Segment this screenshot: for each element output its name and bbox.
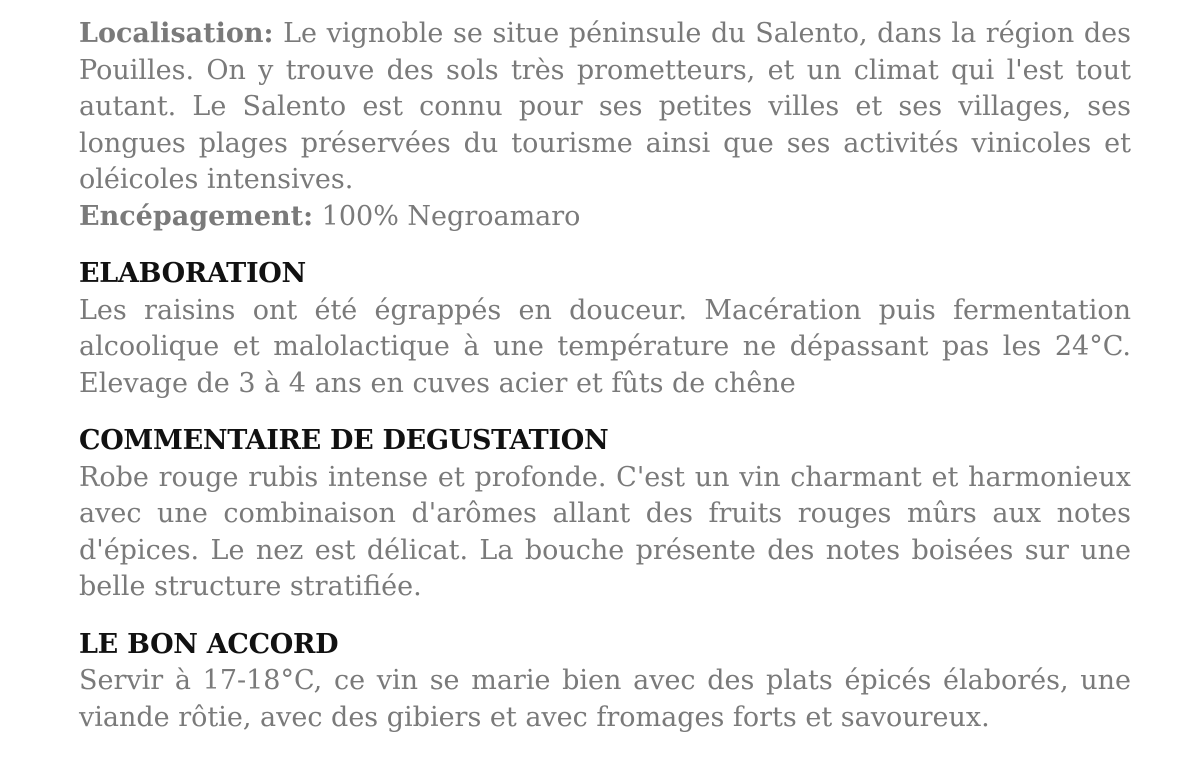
section-bon-accord (79, 627, 1131, 737)
localisation-text: Le vignoble se situe péninsule du Salento, dans la région des Pouilles. On y trouve des sols très prometteurs, et un climat qui l'est tout autant. Le Salento est connu pour ses petites villes et ses villages, ses longues plages préservées du tourisme ainsi que ses activités vinicoles et oléicoles intensives. (79, 18, 1131, 195)
section-heading: ELABORATION (79, 258, 306, 289)
section-text: Servir à 17-18°C, ce vin se marie bien avec des plats épicés élaborés, une viande rôtie, avec des gibiers et avec fromages forts et savoureux. (79, 665, 1131, 733)
section-heading: COMMENTAIRE DE DEGUSTATION (79, 425, 609, 456)
section-elaboration (79, 256, 1131, 402)
wine-description-document (79, 16, 1131, 736)
section-heading: LE BON ACCORD (79, 628, 339, 660)
section-commentaire-degustation (79, 423, 1131, 606)
localisation-paragraph (79, 16, 1131, 199)
section-text: Robe rouge rubis intense et profonde. C'est un vin charmant et harmonieux avec une combinaison d'arômes allant des fruits rouges mûrs aux notes d'épices. Le nez est délicat. La bouche présente des notes boisées sur une belle structure stratifiée. (79, 461, 1131, 602)
encepagement-paragraph (79, 199, 1131, 236)
encepagement-label: Encépagement: (79, 200, 314, 232)
encepagement-text: 100% Negroamaro (313, 200, 581, 232)
section-text: Les raisins ont été égrappés en douceur. Macération puis fermentation alcoolique et malolactique à une température ne dépassant pas les 24°C. Elevage de 3 à 4 ans en cuves acier et fûts de chêne (79, 294, 1131, 399)
localisation-label: Localisation: (79, 18, 274, 49)
